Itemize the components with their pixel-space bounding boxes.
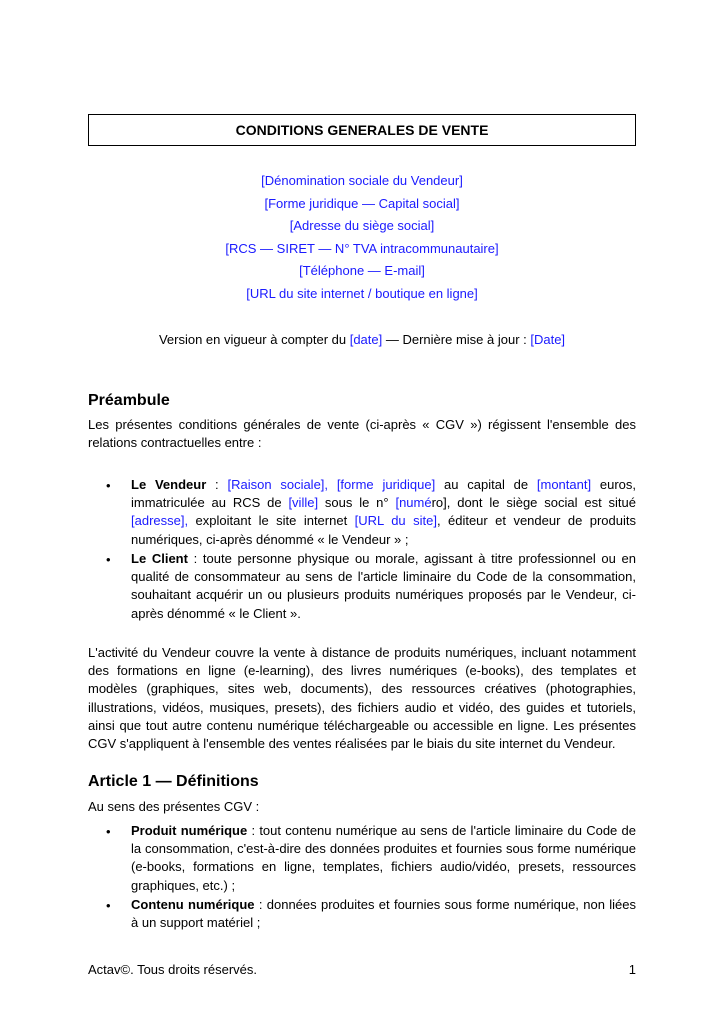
address-placeholder: [Adresse du siège social]: [289, 218, 435, 233]
bullet-marker: •: [106, 478, 111, 493]
vendeur-text: sous le n°: [318, 495, 396, 511]
party-client: [131, 550, 636, 623]
definition-term: Produit numérique: [131, 823, 248, 838]
article1-heading: Article 1 — Définitions: [88, 773, 259, 790]
document-title: CONDITIONS GENERALES DE VENTE: [235, 122, 489, 138]
vendeur-text: , éditeur et vendeur de produits numériques, ci-après dénommé « le Vendeur » ;: [131, 513, 636, 547]
activity-paragraph: L'activité du Vendeur couvre la vente à distance de produits numériques, incluant notamment des formations en ligne (e-learning), des livres numériques (e-books), des templates et modèles (graphiques, sites web, documents), des ressources créatives (photographies, illustrations, vidéos, musiques, presets), des fichiers audio et vidéo, des guides et tutoriels, ainsi que tout autre contenu numérique téléchargeable ou accessible en ligne. Les présentes CGV s'appliquent à l'ensemble des ventes réalisées par le biais du site internet du Vendeur.: [88, 645, 636, 752]
vendeur-text: au capital de: [435, 477, 537, 492]
montant-placeholder: [montant]: [536, 477, 592, 492]
website-placeholder: [URL du site internet / boutique en ligne]: [246, 286, 478, 301]
adresse-placeholder: [adresse],: [131, 513, 189, 529]
document-title-box: [88, 114, 636, 146]
definition-item: [131, 822, 636, 895]
preambule-heading: Préambule: [88, 392, 170, 409]
numero-placeholder: [numé: [395, 495, 432, 511]
definition-term: Contenu numérique: [131, 897, 255, 912]
preambule-intro: Les présentes conditions générales de vente (ci-après « CGV ») régissent l'ensemble des relations contractuelles entre :: [88, 417, 636, 451]
bullet-marker: •: [106, 898, 111, 913]
definition-text: : données produites et fournies sous forme numérique, non liées à un support matériel ;: [131, 897, 636, 931]
client-label: Le Client: [131, 551, 188, 566]
ville-placeholder: [ville]: [288, 495, 319, 511]
raison-sociale-placeholder: [Raison sociale], [forme juridique]: [227, 477, 436, 492]
registration-placeholder: [RCS — SIRET — N° TVA intracommunautaire]: [225, 241, 499, 256]
contact-placeholder: [Téléphone — E-mail]: [299, 263, 425, 278]
bullet-marker: •: [106, 824, 111, 839]
version-date-placeholder: [date]: [349, 332, 383, 347]
page-number: 1: [628, 962, 636, 977]
vendeur-text: euros, immatriculée au RCS de: [131, 477, 637, 511]
version-prefix: Version en vigueur à compter du: [158, 332, 350, 347]
vendeur-text: :: [206, 477, 228, 492]
version-middle: — Dernière mise à jour :: [382, 332, 531, 347]
update-date-placeholder: [Date]: [530, 332, 566, 347]
definition-text: : tout contenu numérique au sens de l'article liminaire du Code de la consommation, c'est-à-dire des données produites et fournies sous forme numérique (e-books, formations en ligne, templates, fichiers audio/vidéo, presets, ressources graphiques, etc.) ;: [131, 823, 636, 893]
company-name-placeholder: [Dénomination sociale du Vendeur]: [261, 173, 463, 188]
vendeur-label: Le Vendeur: [131, 477, 207, 492]
client-text: : toute personne physique ou morale, agissant à titre professionnel ou en qualité de consommateur au sens de l'article liminaire du Code de la consommation, souhaitant acquérir un ou plusieurs produits numériques proposés par le Vendeur, ci-après dénommé « le Client ».: [131, 551, 636, 621]
bullet-marker: •: [106, 552, 111, 567]
legal-form-placeholder: [Forme juridique — Capital social]: [264, 196, 460, 211]
vendeur-text: ro], dont le siège social est situé: [431, 495, 636, 511]
definition-item: [131, 896, 636, 932]
version-line: [0, 332, 724, 347]
vendeur-text: exploitant le site internet: [188, 513, 355, 529]
footer-copyright: Actav©. Tous droits réservés.: [88, 962, 258, 977]
url-placeholder: [URL du site]: [354, 513, 437, 529]
party-vendeur: [131, 476, 636, 549]
article1-intro: Au sens des présentes CGV :: [88, 799, 260, 814]
